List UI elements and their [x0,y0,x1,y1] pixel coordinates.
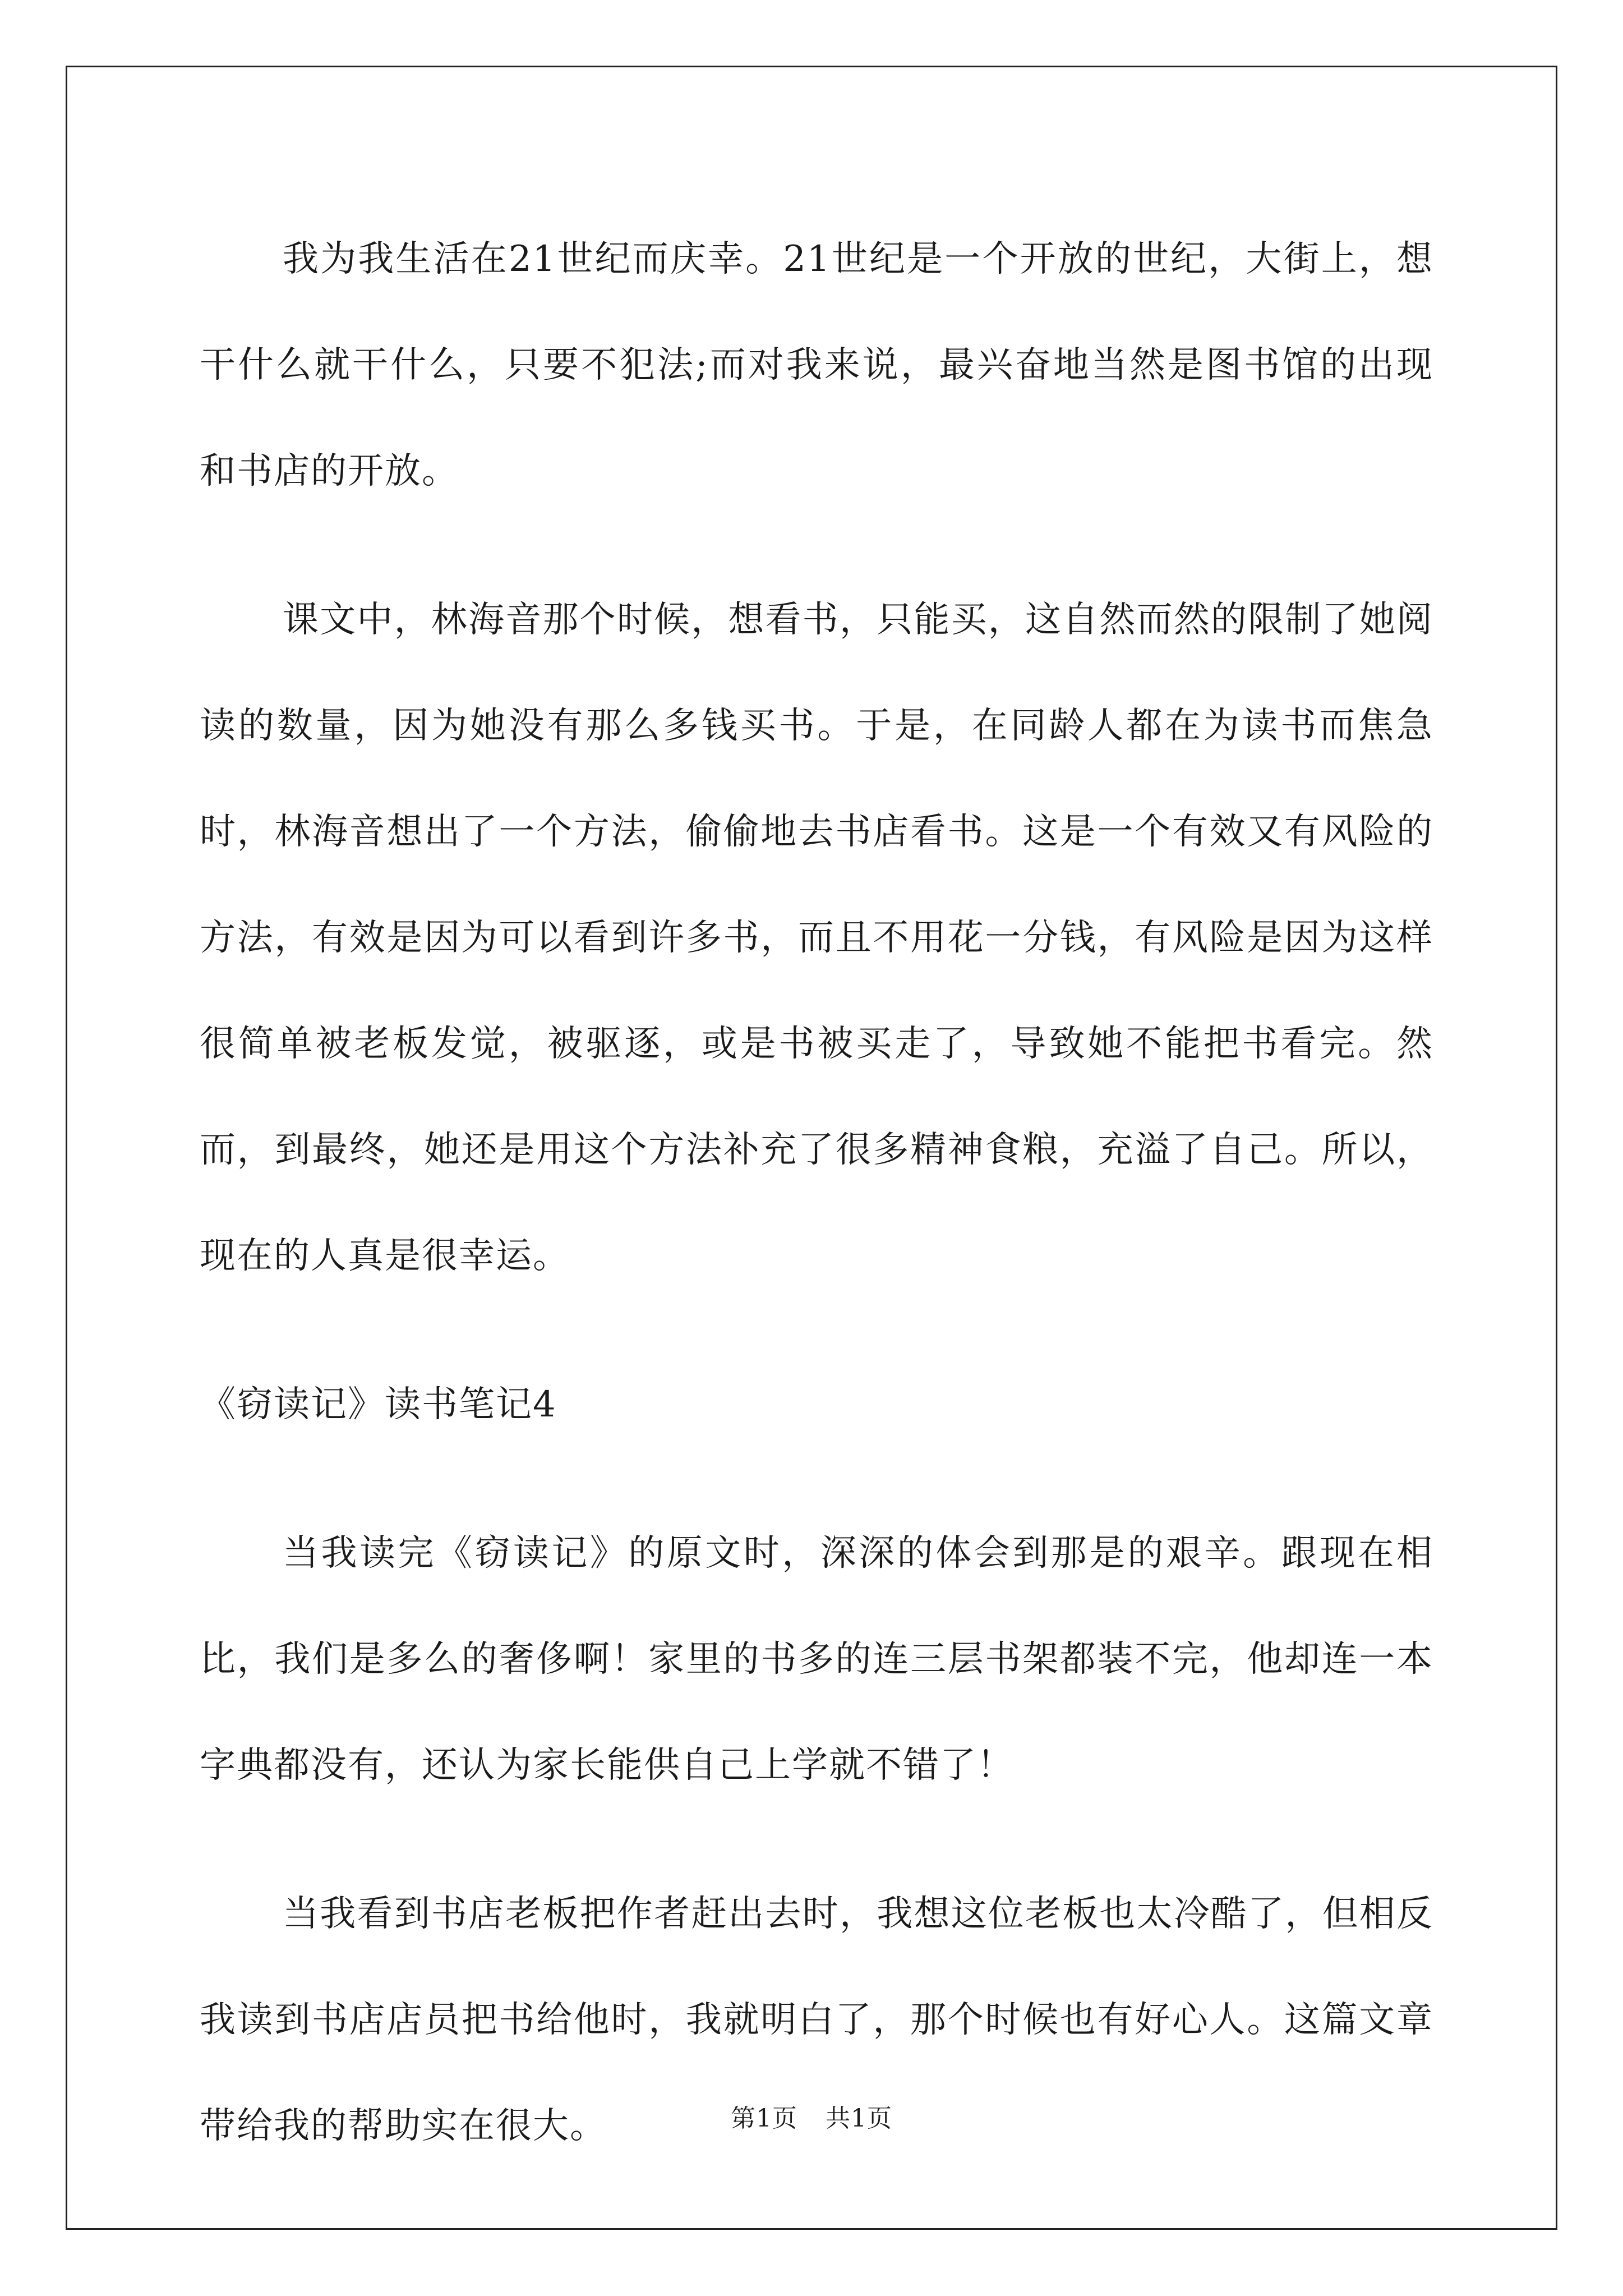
page-footer [0,2098,1623,2134]
document-body [200,206,1433,2222]
paragraph-1: 我为我生活在21世纪而庆幸。21世纪是一个开放的世纪，大街上，想干什么就干什么，只要不犯法;而对我来说，最兴奋地当然是图书馆的出现和书店的开放。 [200,238,1433,492]
section-heading: 《窃读记》读书笔记4 [200,1384,557,1425]
page-number: 第1页 [731,2104,797,2133]
paragraph-3: 当我读完《窃读记》的原文时，深深的体会到那是的艰辛。跟现在相比，我们是多么的奢侈啊！家里的书多的连三层书架都装不完，他却连一本字典都没有，还认为家长能供自己上学就不错了！ [200,1533,1433,1786]
paragraph-2: 课文中，林海音那个时候，想看书，只能买，这自然而然的限制了她阅读的数量，因为她没有那么多钱买书。于是，在同龄人都在为读书而焦急时，林海音想出了一个方法，偷偷地去书店看书。这是一个有效又有风险的方法，有效是因为可以看到许多书，而且不用花一分钱，有风险是因为这样很简单被老板发觉，被驱逐，或是书被买走了，导致她不能把书看完。然而，到最终，她还是用这个方法补充了很多精神食粮，充溢了自己。所以，现在的人真是很幸运。 [200,599,1433,1277]
paragraph-4: 当我看到书店老板把作者赶出去时，我想这位老板也太冷酷了，但相反我读到书店店员把书给他时，我就明白了，那个时候也有好心人。这篇文章带给我的帮助实在很大。 [200,1893,1433,2147]
page-total: 共1页 [826,2104,892,2133]
